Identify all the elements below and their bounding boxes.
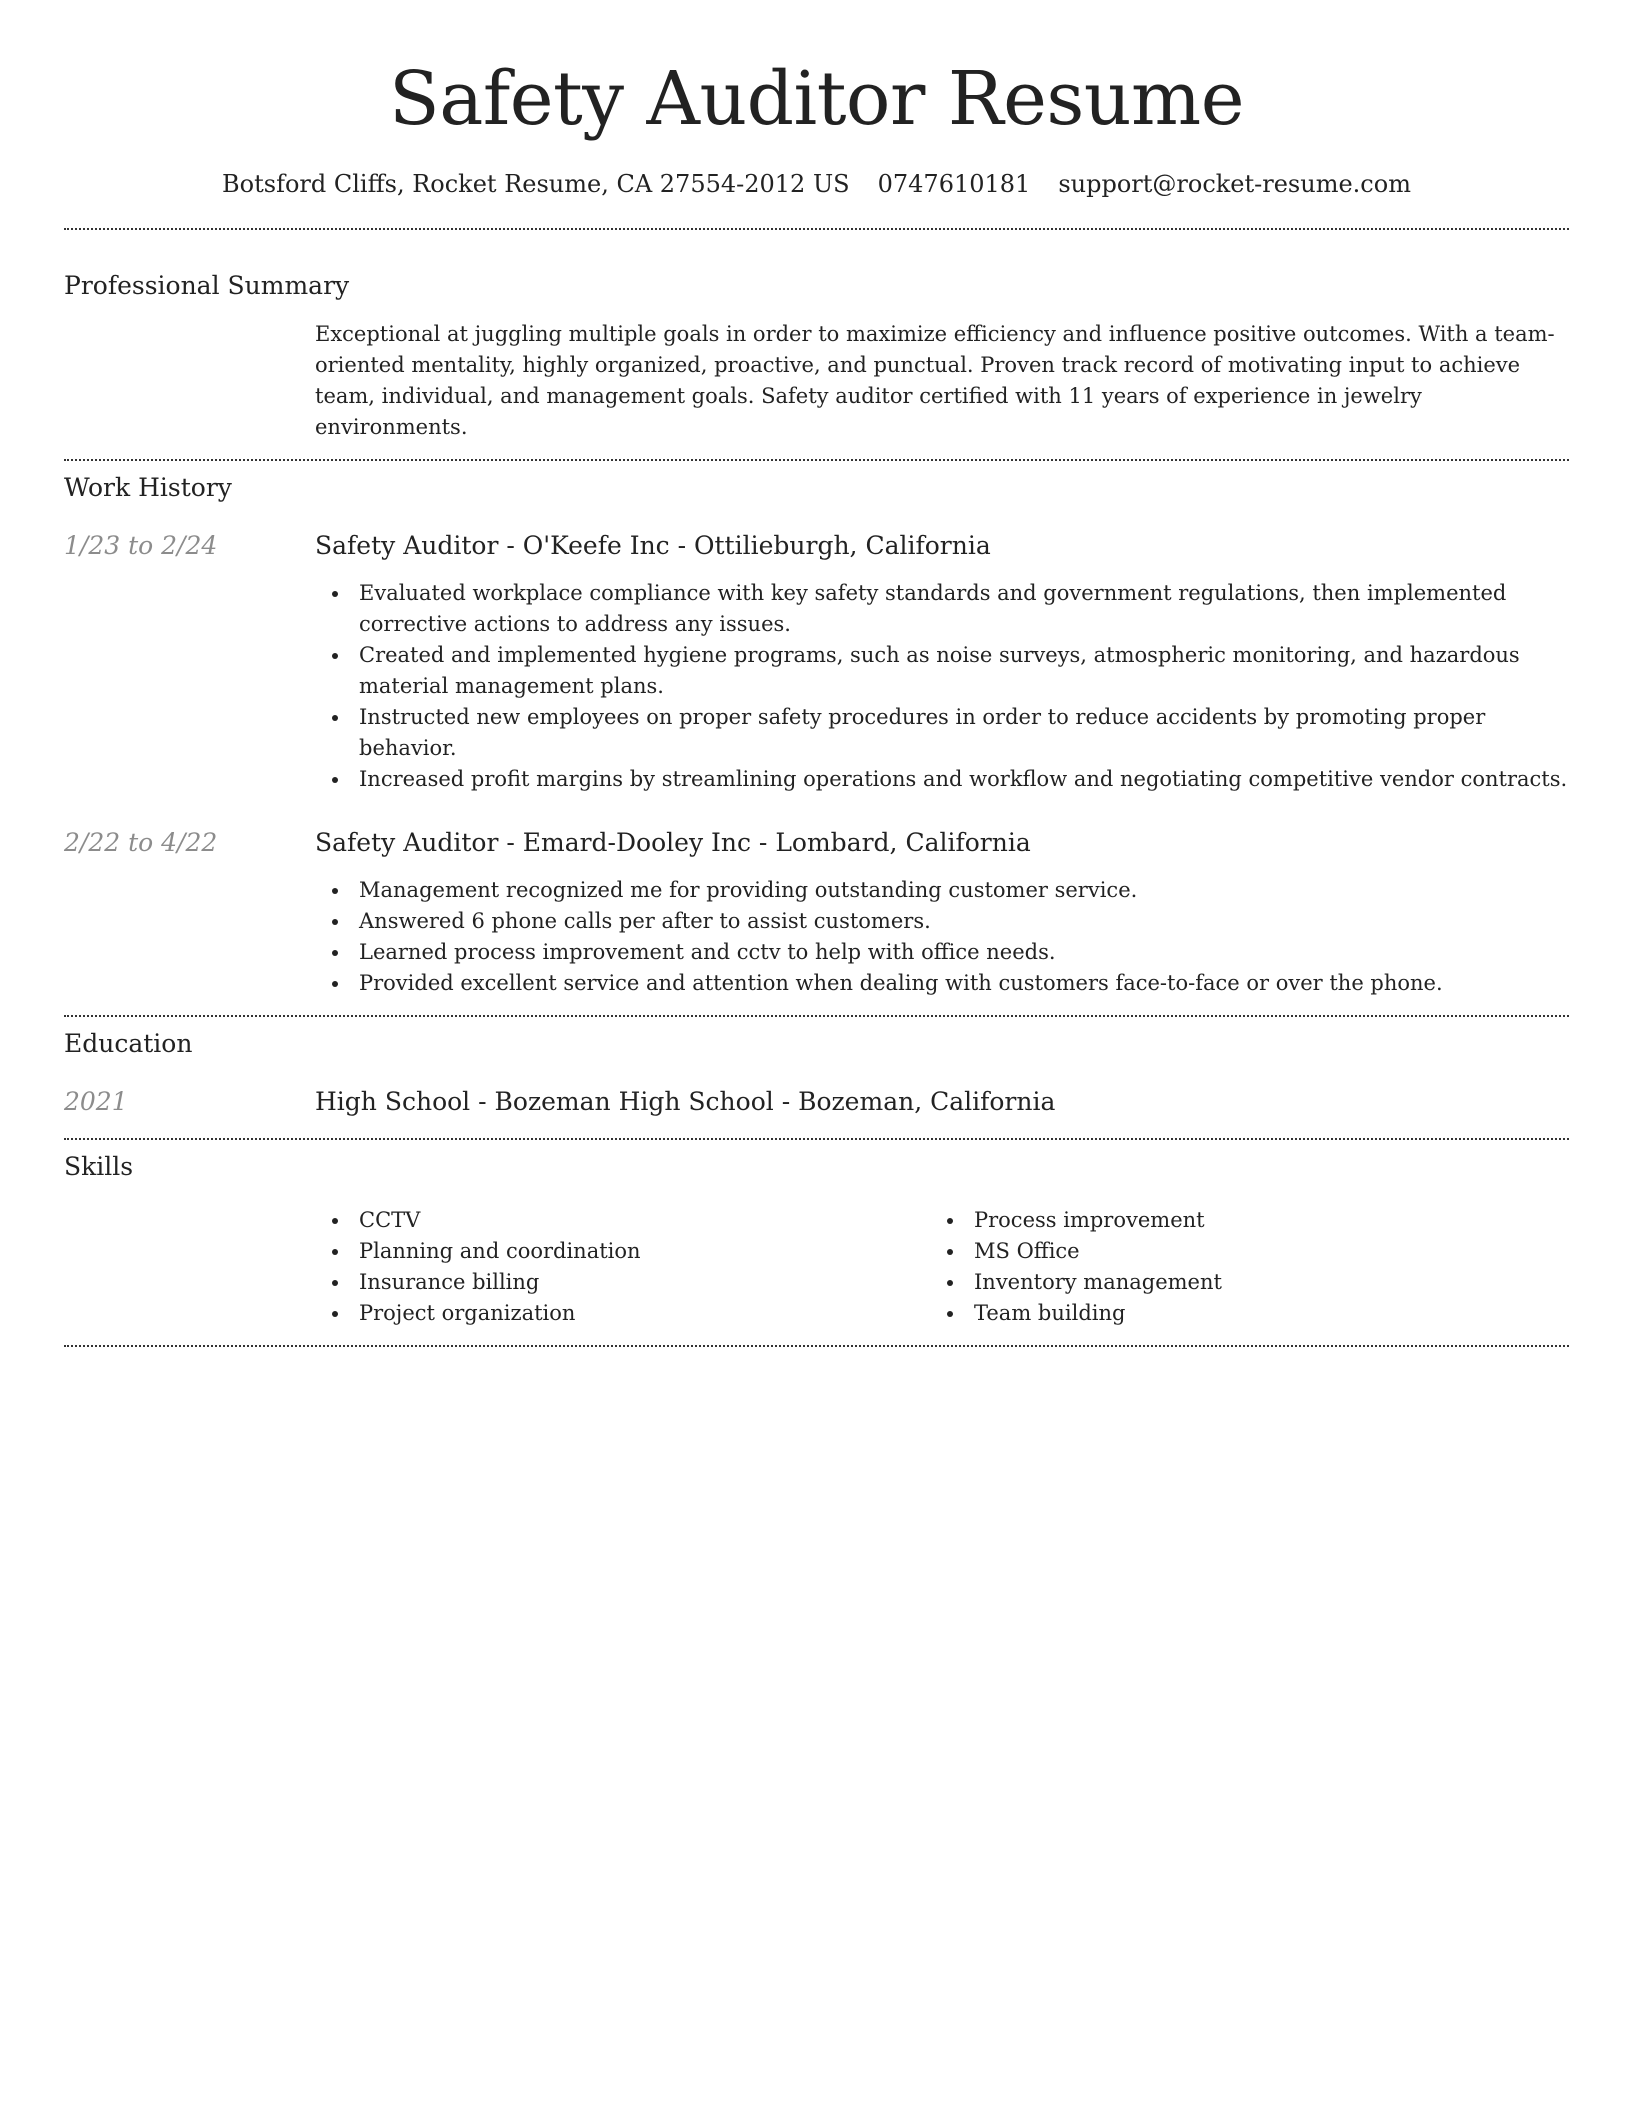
job-entry: [64, 529, 1569, 795]
skill-item: Insurance billing: [315, 1267, 930, 1298]
skill-item: Planning and coordination: [315, 1236, 930, 1267]
education-school: - Bozeman High School - Bozeman, California: [470, 1087, 1056, 1116]
divider: [64, 459, 1569, 461]
education-entry: [64, 1085, 1569, 1119]
education-title: [315, 1085, 1569, 1119]
skill-item: Inventory management: [930, 1267, 1545, 1298]
list-item: Instructed new employees on proper safety procedures in order to reduce accidents by promoting proper behavior.: [315, 702, 1569, 764]
work-history-heading: Work History: [64, 473, 232, 502]
skills-list-left: [315, 1205, 930, 1329]
list-item: Created and implemented hygiene programs, such as noise surveys, atmospheric monitoring, and hazardous material management plans.: [315, 640, 1569, 702]
skills-heading: Skills: [64, 1152, 134, 1181]
job-entry: [64, 826, 1569, 999]
skill-item: Process improvement: [930, 1205, 1545, 1236]
list-item: Provided excellent service and attention when dealing with customers face-to-face or over the phone.: [315, 968, 1569, 999]
job-title: Safety Auditor - O'Keefe Inc - Ottilieburgh, California: [315, 531, 991, 560]
divider: [64, 1138, 1569, 1140]
job-dates: 1/23 to 2/24: [64, 531, 218, 560]
divider: [64, 1015, 1569, 1017]
job-bullets: [315, 875, 1569, 999]
contact-email: support@rocket-resume.com: [1058, 170, 1411, 198]
education-year: 2021: [64, 1087, 128, 1116]
education-section: [64, 1027, 1569, 1119]
summary-heading: Professional Summary: [64, 271, 350, 300]
education-degree: High School: [315, 1087, 471, 1116]
skill-item: Team building: [930, 1298, 1545, 1329]
skill-item: Project organization: [315, 1298, 930, 1329]
resume-title: Safety Auditor Resume: [389, 56, 1244, 142]
contact-phone: 0747610181: [877, 170, 1031, 198]
list-item: Management recognized me for providing outstanding customer service.: [315, 875, 1569, 906]
skill-item: MS Office: [930, 1236, 1545, 1267]
job-title: Safety Auditor - Emard-Dooley Inc - Lombard, California: [315, 828, 1031, 857]
skills-columns: [315, 1205, 1569, 1329]
contact-line: [64, 167, 1569, 201]
summary-section: [64, 269, 1569, 443]
job-dates: 2/22 to 4/22: [64, 828, 218, 857]
divider: [64, 1345, 1569, 1347]
resume-page: [64, 0, 1569, 1347]
education-heading: Education: [64, 1029, 193, 1058]
job-bullets: [315, 578, 1569, 795]
list-item: Evaluated workplace compliance with key safety standards and government regulations, then implemented corrective actions to address any issues.: [315, 578, 1569, 640]
list-item: Learned process improvement and cctv to help with office needs.: [315, 937, 1569, 968]
summary-text: Exceptional at juggling multiple goals in order to maximize efficiency and influence positive outcomes. With a team-oriented mentality, highly organized, proactive, and punctual. Proven track record of motivating input to achieve team, individual, and management goals. Safety auditor certified with 11 years of experience in jewelry environments.: [315, 322, 1555, 439]
list-item: Answered 6 phone calls per after to assist customers.: [315, 906, 1569, 937]
work-history-section: [64, 471, 1569, 999]
skills-list-right: [930, 1205, 1545, 1329]
divider: [64, 228, 1569, 230]
contact-address: Botsford Cliffs, Rocket Resume, CA 27554-2012 US: [222, 170, 850, 198]
skills-section: [64, 1150, 1569, 1329]
list-item: Increased profit margins by streamlining operations and workflow and negotiating competitive vendor contracts.: [315, 764, 1569, 795]
skill-item: CCTV: [315, 1205, 930, 1236]
